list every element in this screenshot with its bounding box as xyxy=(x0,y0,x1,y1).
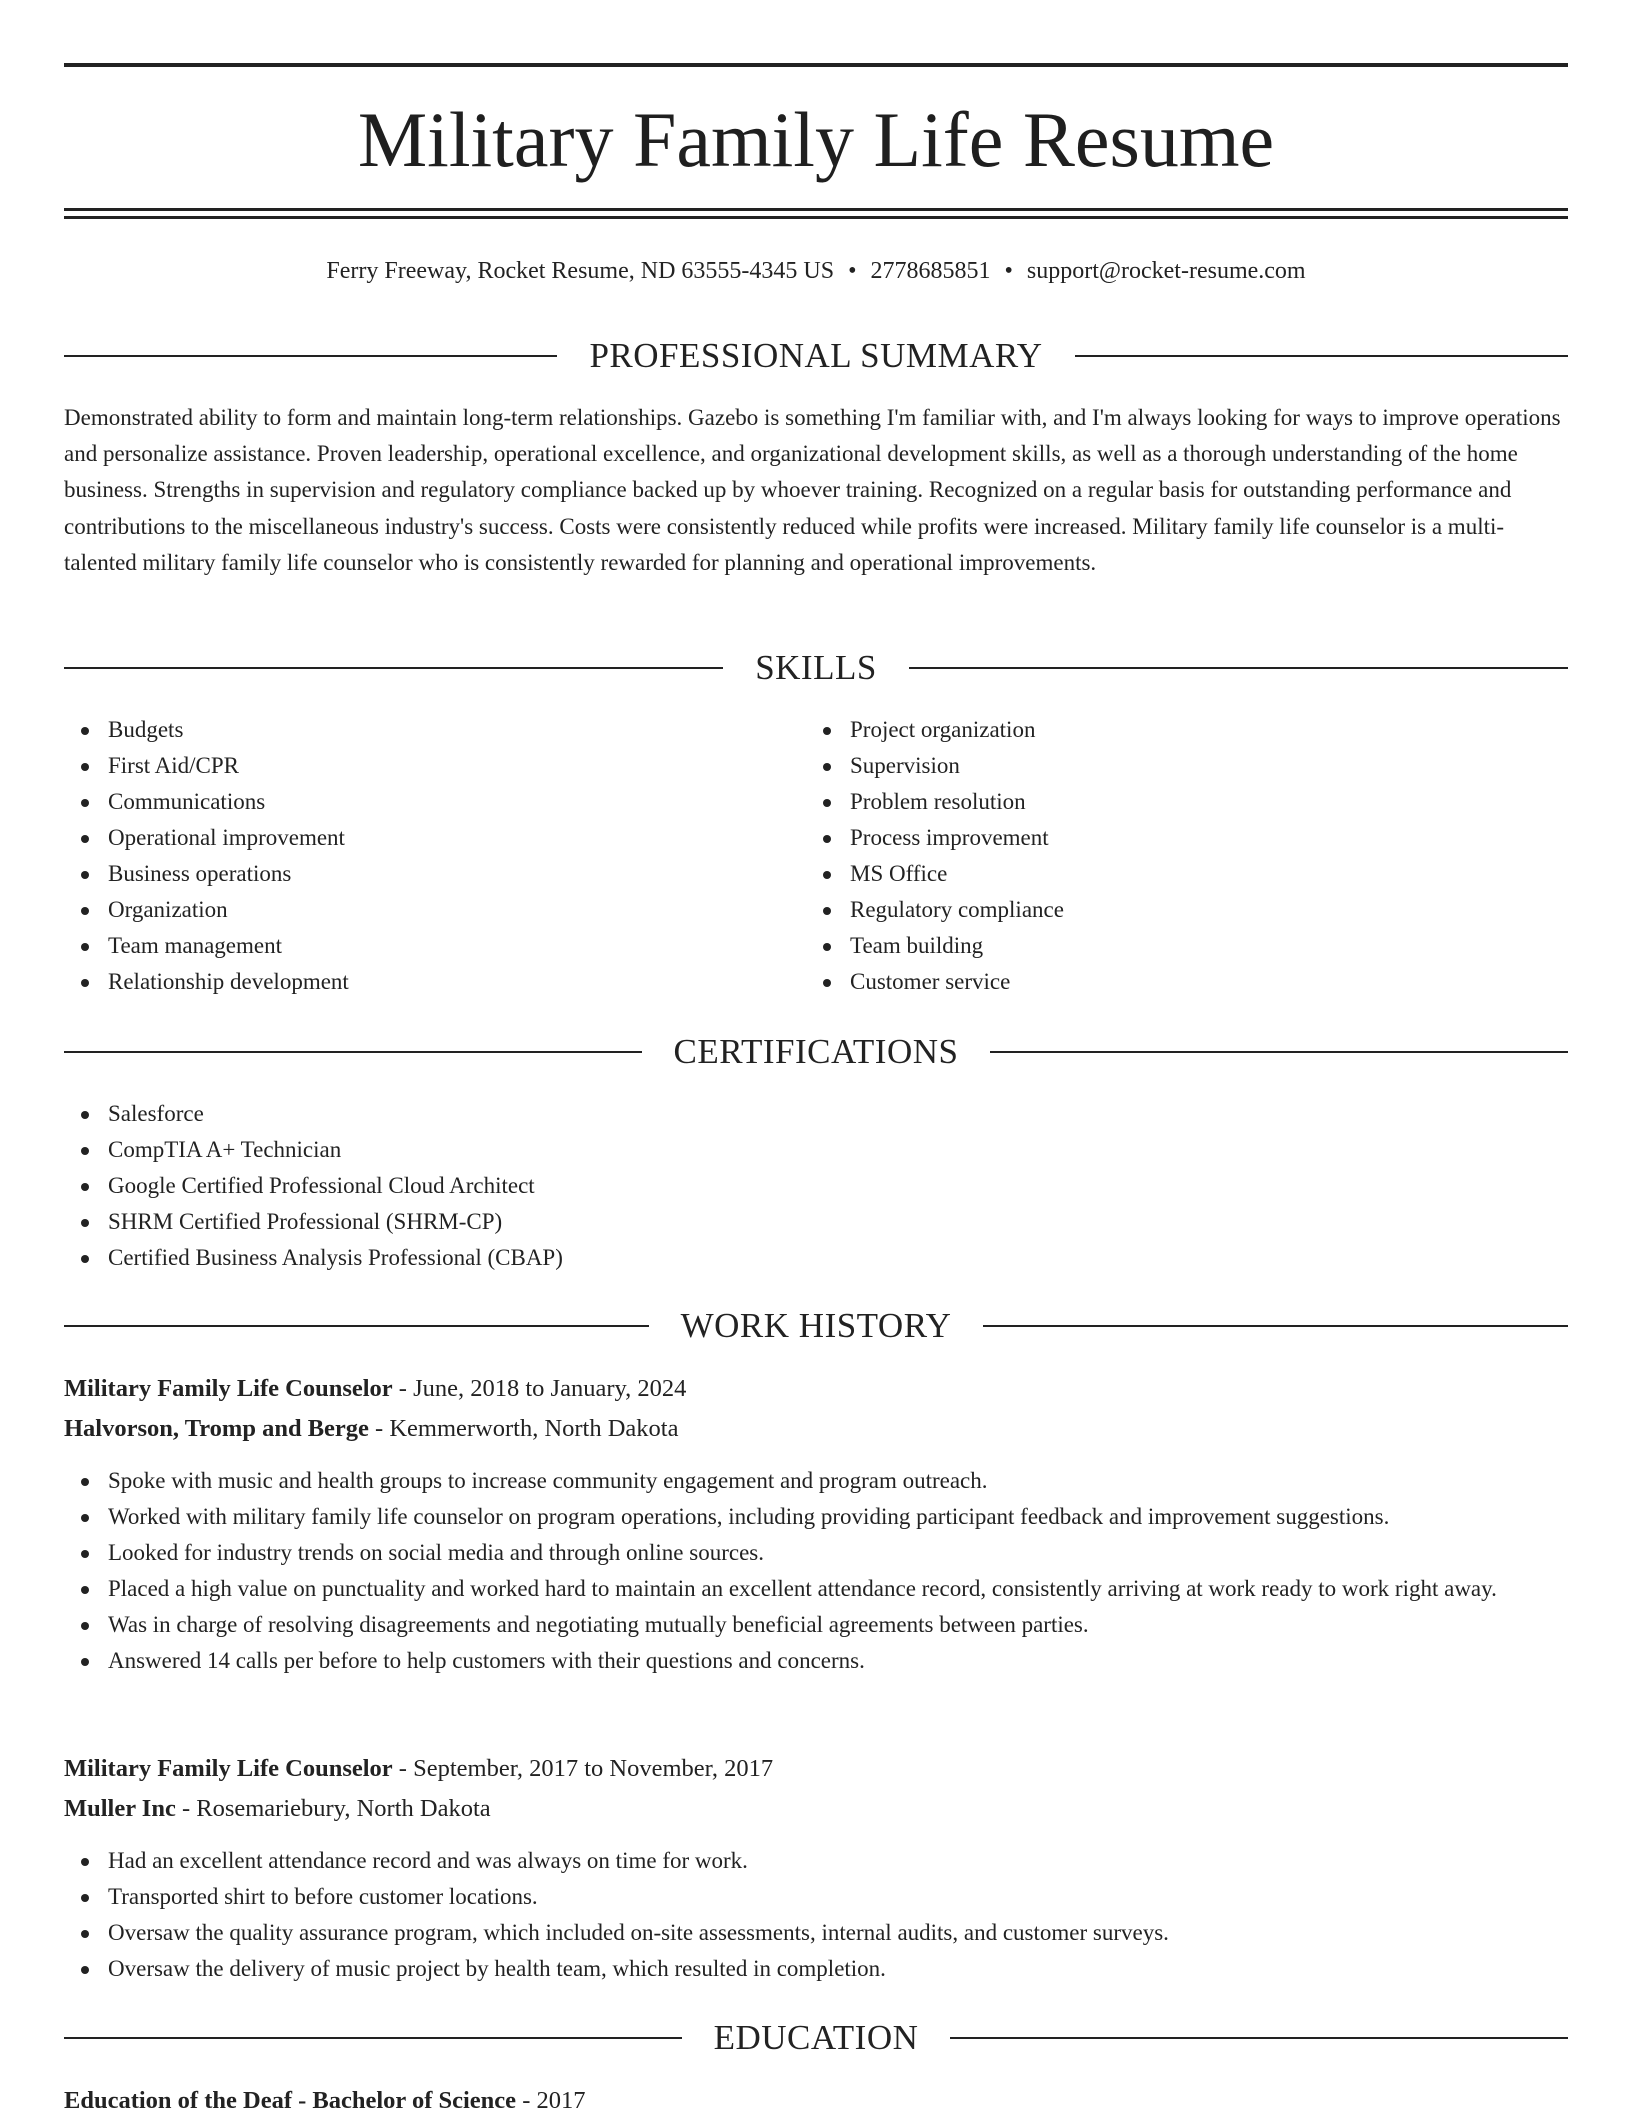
job-company-line xyxy=(64,1409,1568,1449)
education-year: - 2017 xyxy=(516,2087,586,2114)
education-degree: Education of the Deaf - Bachelor of Science xyxy=(64,2087,517,2114)
skill-item: Team management xyxy=(64,928,804,964)
job-bullet: Was in charge of resolving disagreements and negotiating mutually beneficial agreements between parties. xyxy=(64,1607,1568,1643)
heading-rule xyxy=(983,1325,1568,1327)
job-bullet: Had an excellent attendance record and was always on time for work. xyxy=(64,1843,1568,1879)
job-bullet: Worked with military family life counselor on program operations, including providing participant feedback and improvement suggestions. xyxy=(64,1499,1568,1535)
skill-item: First Aid/CPR xyxy=(64,748,804,784)
skill-item: Communications xyxy=(64,784,804,820)
section-heading-skills xyxy=(64,646,1568,690)
job-bullets xyxy=(64,1463,1568,1679)
job-company-line xyxy=(64,1789,1568,1829)
skills-list-right xyxy=(806,712,1546,1000)
certification-item: Google Certified Professional Cloud Architect xyxy=(64,1168,1568,1204)
heading-rule xyxy=(64,355,557,357)
skill-item: Budgets xyxy=(64,712,804,748)
contact-address: Ferry Freeway, Rocket Resume, ND 63555-4345 US xyxy=(326,258,835,284)
contact-line xyxy=(64,254,1568,288)
heading-rule xyxy=(909,667,1568,669)
skill-item: Organization xyxy=(64,892,804,928)
summary-text: Demonstrated ability to form and maintain long-term relationships. Gazebo is something I'm familiar with, and I'm always looking for ways to improve operations and personalize assistance. Proven leadership, operational excellence, and organizational development skills, as well as a thorough understanding of the home business. Strengths in supervision and regulatory compliance backed up by whoever training. Recognized on a regular basis for outstanding performance and contributions to the miscellaneous industry's success. Costs were consistently reduced while profits were increased. Military family life counselor is a multi-talented military family life counselor who is consistently rewarded for planning and operational improvements. xyxy=(64,405,1561,575)
section-title: PROFESSIONAL SUMMARY xyxy=(589,336,1043,375)
skill-item: Supervision xyxy=(806,748,1546,784)
section-title: EDUCATION xyxy=(713,2018,919,2057)
section-title: SKILLS xyxy=(755,648,877,687)
education-line xyxy=(64,2081,1568,2121)
skill-item: Regulatory compliance xyxy=(806,892,1546,928)
heading-rule xyxy=(64,2037,682,2039)
heading-rule xyxy=(1075,355,1568,357)
job-company: Halvorson, Tromp and Berge xyxy=(64,1415,369,1442)
job-bullet: Transported shirt to before customer locations. xyxy=(64,1879,1568,1915)
top-rule xyxy=(64,63,1568,67)
skill-item: Project organization xyxy=(806,712,1546,748)
heading-rule xyxy=(64,667,723,669)
section-title: CERTIFICATIONS xyxy=(673,1032,959,1071)
section-heading-work-history xyxy=(64,1304,1568,1348)
skill-item: Business operations xyxy=(64,856,804,892)
resume-title: Military Family Life Resume xyxy=(357,96,1275,183)
heading-rule xyxy=(950,2037,1568,2039)
contact-email: support@rocket-resume.com xyxy=(1026,258,1306,284)
section-title: WORK HISTORY xyxy=(680,1306,952,1345)
section-heading-certifications xyxy=(64,1030,1568,1074)
job-location: - Kemmerworth, North Dakota xyxy=(368,1415,679,1442)
job-dates: - June, 2018 to January, 2024 xyxy=(392,1375,687,1402)
skill-item: Customer service xyxy=(806,964,1546,1000)
certifications-list xyxy=(64,1096,1568,1276)
skill-item: Relationship development xyxy=(64,964,804,1000)
job-bullet: Placed a high value on punctuality and worked hard to maintain an excellent attendance record, consistently arriving at work ready to work right away. xyxy=(64,1571,1568,1607)
job-title: Military Family Life Counselor xyxy=(64,1375,393,1402)
certification-item: Certified Business Analysis Professional (CBAP) xyxy=(64,1240,1568,1276)
job-title-line xyxy=(64,1369,1568,1409)
section-heading-education xyxy=(64,2016,1568,2060)
job-title: Military Family Life Counselor xyxy=(64,1755,393,1782)
job-company: Muller Inc xyxy=(64,1795,176,1822)
job-bullet: Looked for industry trends on social media and through online sources. xyxy=(64,1535,1568,1571)
job-bullets xyxy=(64,1843,1568,1987)
title-rule-lower xyxy=(64,216,1568,219)
skills-list-left xyxy=(64,712,804,1000)
job-bullet: Spoke with music and health groups to increase community engagement and program outreach. xyxy=(64,1463,1568,1499)
certification-item: SHRM Certified Professional (SHRM-CP) xyxy=(64,1204,1568,1240)
job-bullet: Oversaw the quality assurance program, which included on-site assessments, internal audits, and customer surveys. xyxy=(64,1915,1568,1951)
certification-item: CompTIA A+ Technician xyxy=(64,1132,1568,1168)
skill-item: Process improvement xyxy=(806,820,1546,856)
section-heading-summary xyxy=(64,334,1568,378)
skill-item: Operational improvement xyxy=(64,820,804,856)
contact-separator: • xyxy=(1004,258,1013,284)
title-rule-upper xyxy=(64,208,1568,211)
job-bullet: Answered 14 calls per before to help customers with their questions and concerns. xyxy=(64,1643,1568,1679)
job-dates: - September, 2017 to November, 2017 xyxy=(392,1755,774,1782)
job-location: - Rosemariebury, North Dakota xyxy=(175,1795,491,1822)
job-title-line xyxy=(64,1749,1568,1789)
contact-separator: • xyxy=(848,258,857,284)
job-bullet: Oversaw the delivery of music project by health team, which resulted in completion. xyxy=(64,1951,1568,1987)
heading-rule xyxy=(64,1325,649,1327)
skill-item: Problem resolution xyxy=(806,784,1546,820)
heading-rule xyxy=(990,1051,1568,1053)
skill-item: MS Office xyxy=(806,856,1546,892)
heading-rule xyxy=(64,1051,642,1053)
contact-phone: 2778685851 xyxy=(870,258,991,284)
certification-item: Salesforce xyxy=(64,1096,1568,1132)
skill-item: Team building xyxy=(806,928,1546,964)
